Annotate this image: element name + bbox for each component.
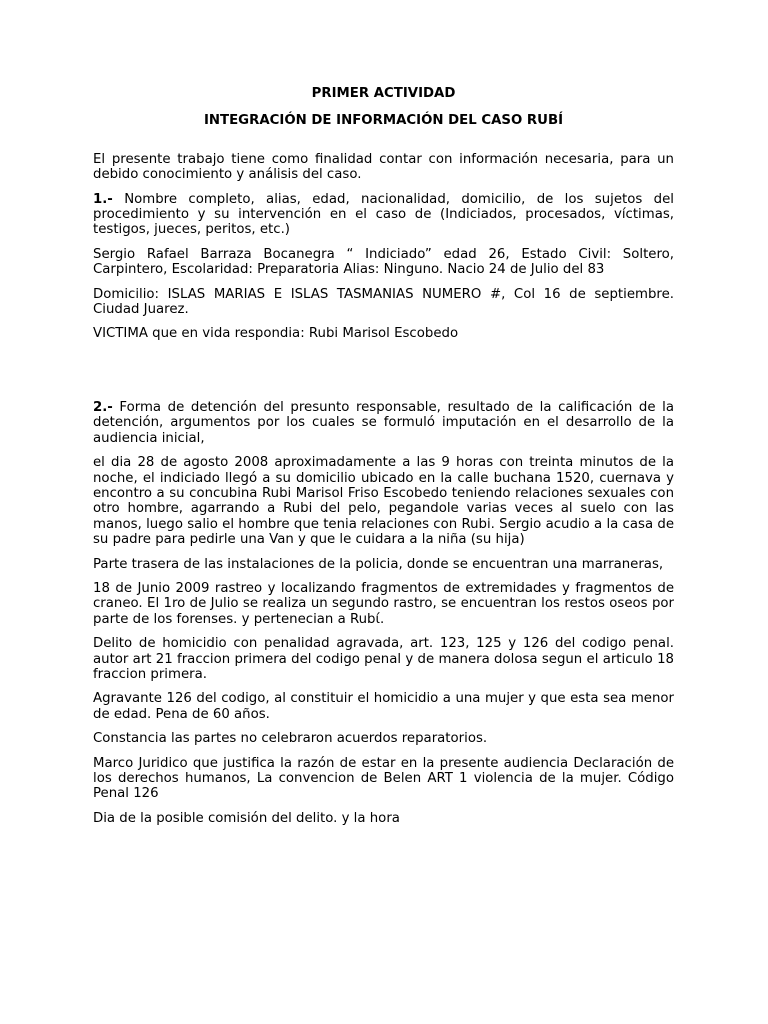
question-1-text: Nombre completo, alias, edad, nacionalidad, domicilio, de los sujetos del procedimiento y su intervención en el caso de (Indiciados, procesados, víctimas, testigos, jueces, peritos, etc.) (93, 191, 674, 238)
record-paragraph: Constancia las partes no celebraron acuerdos reparatorios. (93, 731, 488, 747)
document-subtitle: INTEGRACIÓN DE INFORMACIÓN DEL CASO RUBÍ (203, 113, 564, 129)
legal-framework-paragraph: Marco Juridico que justifica la razón de estar en la presente audiencia Declaración de los derechos humanos, La convencion de Belen ART 1 violencia de la mujer. Código Penal 126 (93, 755, 674, 802)
victim-paragraph: VICTIMA que en vida respondia: Rubi Marisol Escobedo (93, 326, 459, 342)
blank-space (93, 351, 674, 400)
search-paragraph: 18 de Junio 2009 rastreo y localizando fragmentos de extremidades y fragmentos de craneo. El 1ro de Julio se realiza un segundo rastro, se encuentran los restos oseos por parte de los forenses. y pertenecian a Rubί. (93, 580, 674, 627)
address-paragraph: Domicilio: ISLAS MARIAS E ISLAS TASMANIAS NUMERO #, Col 16 de septiembre. Ciudad Juarez. (93, 286, 674, 318)
events-paragraph: el dia 28 de agosto 2008 aproximadamente a las 9 horas con treinta minutos de la noche, el indiciado llegó a su domicilio ubicado en la calle buchana 1520, cuernava y encontro a su concubina Rubi Marisol Friso Escobedo teniendo relaciones sexuales con otro hombre, agarrando a Rubi del pelo, pegandole varias veces al suelo con las manos, luego salio el hombre que tenia relaciones con Rubi. Sergio acudio a la casa de su padre para pedirle una Van y que le cuidara a la niña (su hija) (93, 455, 674, 548)
question-2-number: 2.- (93, 399, 113, 415)
intro-paragraph: El presente trabajo tiene como finalidad contar con información necesaria, para un debido conocimiento y análisis del caso. (93, 151, 674, 183)
crime-paragraph: Delito de homicidio con penalidad agravada, art. 123, 125 y 126 del codigo penal. autor art 21 fraccion primera del codigo penal y de manera dolosa segun el articulo 18 fraccion primera. (93, 636, 674, 682)
date-paragraph: Dia de la posible comisión del delito. y la hora (93, 810, 400, 826)
question-2-text: Forma de detención del presunto responsable, resultado de la calificación de la detención, argumentos por los cuales se formuló imputación en el desarrollo de la audiencia inicial, (93, 399, 674, 446)
suspect-paragraph: Sergio Rafael Barraza Bocanegra “ Indiciado” edad 26, Estado Civil: Soltero, Carpintero, Escolaridad: Preparatoria Alias: Ninguno. Nacio 24 de Julio del 83 (93, 246, 674, 278)
question-1 (93, 192, 674, 238)
location-paragraph: Parte trasera de las instalaciones de la policia, donde se encuentran una marraneras, (93, 556, 664, 572)
aggravating-paragraph: Agravante 126 del codigo, al constituir el homicidio a una mujer y que esta sea menor de edad. Pena de 60 años. (93, 691, 674, 722)
question-2 (93, 400, 674, 446)
question-1-number: 1.- (93, 191, 113, 207)
document-title: PRIMER ACTIVIDAD (311, 86, 456, 101)
document-page (93, 86, 674, 835)
